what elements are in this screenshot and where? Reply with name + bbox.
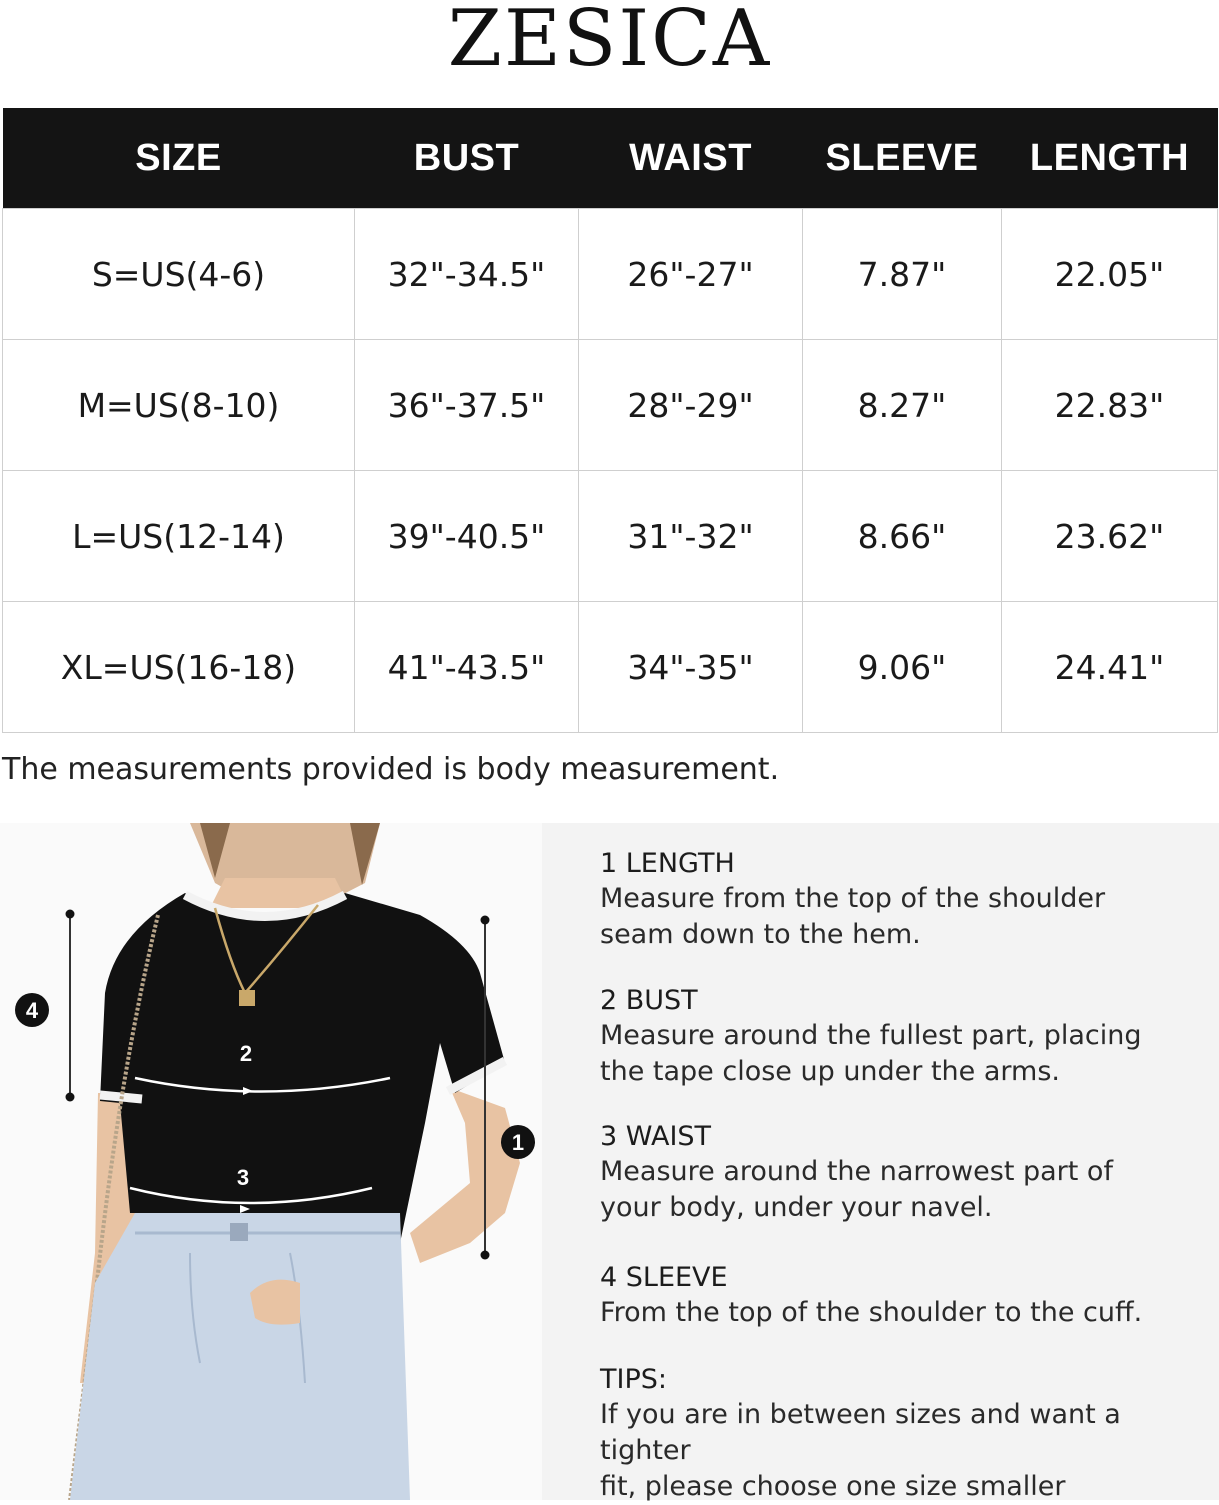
model-measurement-figure: [0, 823, 542, 1500]
table-cell: 26"-27": [579, 209, 803, 340]
table-cell: 41"-43.5": [355, 602, 579, 733]
table-cell: M=US(8-10): [3, 340, 355, 471]
table-cell: 28"-29": [579, 340, 803, 471]
size-chart-table: [2, 108, 1218, 733]
table-cell: L=US(12-14): [3, 471, 355, 602]
guide-length: [600, 847, 1210, 953]
table-cell: 24.41": [1002, 602, 1218, 733]
guide-waist: [600, 1120, 1210, 1226]
table-cell: 22.83": [1002, 340, 1218, 471]
brand-logo: ZESICA: [447, 0, 772, 84]
table-cell: 34"-35": [579, 602, 803, 733]
table-row: [3, 209, 1218, 340]
header-length: LENGTH: [1002, 108, 1218, 209]
table-cell: 22.05": [1002, 209, 1218, 340]
table-cell: 9.06": [803, 602, 1002, 733]
table-header-row: [3, 108, 1218, 209]
table-row: [3, 602, 1218, 733]
bust-marker-label: 2: [239, 1041, 253, 1066]
table-cell: 39"-40.5": [355, 471, 579, 602]
measure-guide-panel: [542, 823, 1219, 1500]
header-bust: BUST: [355, 108, 579, 209]
header-sleeve: SLEEVE: [803, 108, 1002, 209]
guide-sleeve-desc: From the top of the shoulder to the cuff.: [600, 1297, 1143, 1328]
length-marker-label: 1: [511, 1130, 525, 1155]
guide-length-desc: Measure from the top of the shoulder seam down to the hem.: [600, 883, 1106, 950]
guide-tips: [600, 1363, 1210, 1505]
table-cell: 8.27": [803, 340, 1002, 471]
table-cell: 8.66": [803, 471, 1002, 602]
table-cell: XL=US(16-18): [3, 602, 355, 733]
table-cell: 31"-32": [579, 471, 803, 602]
guide-tips-title: TIPS:: [600, 1364, 667, 1395]
guide-waist-desc: Measure around the narrowest part of your body, under your navel.: [600, 1156, 1113, 1223]
table-row: [3, 471, 1218, 602]
guide-sleeve-title: 4 SLEEVE: [600, 1262, 728, 1293]
guide-tips-desc: If you are in between sizes and want a tighter fit, please choose one size smaller: [600, 1399, 1121, 1502]
guide-bust: [600, 984, 1210, 1090]
table-cell: 32"-34.5": [355, 209, 579, 340]
header-waist: WAIST: [579, 108, 803, 209]
table-cell: S=US(4-6): [3, 209, 355, 340]
waist-marker-label: 3: [236, 1165, 250, 1190]
guide-bust-title: 2 BUST: [600, 985, 698, 1016]
table-cell: 36"-37.5": [355, 340, 579, 471]
table-row: [3, 340, 1218, 471]
model-illustration: [0, 823, 542, 1500]
table-cell: 7.87": [803, 209, 1002, 340]
header-size: SIZE: [3, 108, 355, 209]
guide-bust-desc: Measure around the fullest part, placing the tape close up under the arms.: [600, 1020, 1142, 1087]
guide-sleeve: [600, 1261, 1210, 1331]
guide-waist-title: 3 WAIST: [600, 1121, 712, 1152]
guide-length-title: 1 LENGTH: [600, 848, 735, 879]
sleeve-marker-label: 4: [25, 998, 39, 1023]
measurement-note: The measurements provided is body measurement.: [2, 752, 780, 787]
table-cell: 23.62": [1002, 471, 1218, 602]
